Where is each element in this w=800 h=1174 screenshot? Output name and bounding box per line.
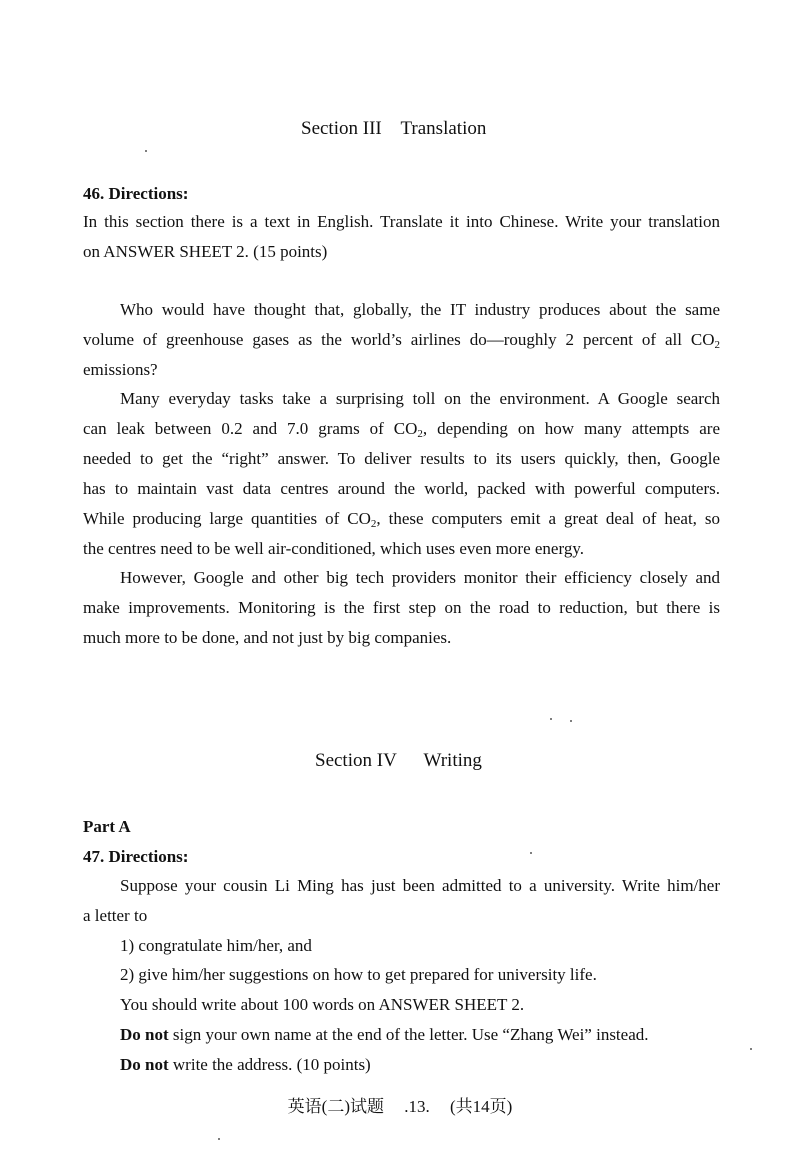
passage-p3-line-2: make improvements. Monitoring is the first step on the road to reduction, but there is [83, 598, 720, 617]
question-47-directions-heading [83, 846, 188, 869]
question-46-directions-line-1: In this section there is a text in English. Translate it into Chinese. Write your translation [83, 212, 720, 231]
scan-speck [550, 718, 552, 720]
co2-subscript: 2 [370, 518, 377, 530]
question-47-line-1: Suppose your cousin Li Ming has just been admitted to a university. Write him/her [120, 876, 720, 895]
question-46-directions-line-2: on ANSWER SHEET 2. (15 points) [83, 242, 328, 261]
question-47-line-2: a letter to [83, 906, 148, 925]
co2-subscript: 2 [417, 428, 423, 440]
co2-subscript: 2 [714, 339, 720, 351]
passage-p1-line-2: volume of greenhouse gases as the world’s airlines do—roughly 2 percent of all $CO_2$ [83, 330, 720, 351]
section-4-name: Writing [423, 750, 482, 771]
scan-speck [145, 150, 147, 152]
question-46-directions-label: Directions [108, 184, 183, 203]
scan-speck [750, 1048, 752, 1050]
scan-speck [530, 852, 532, 854]
passage-p2-line-1: Many everyday tasks take a surprising toll on the environment. A Google search [120, 389, 720, 408]
section-3-label: Section III [301, 118, 382, 139]
question-47-item-2: 2) give him/her suggestions on how to get prepared for university life. [120, 965, 597, 984]
passage-p2-line-6: the centres need to be well air-conditioned, which uses even more energy. [83, 539, 584, 558]
question-46-directions-colon: : [182, 187, 189, 203]
footer-subject: 英语(二)试题 [287, 1097, 384, 1116]
question-47-name-instruction: Do not sign your own name at the end of the letter. Use “Zhang Wei” instead. [120, 1025, 649, 1044]
passage-p3-line-1: However, Google and other big tech providers monitor their efficiency closely and [120, 568, 720, 587]
section-3-name: Translation [400, 118, 487, 139]
passage-p2-line-4: has to maintain vast data centres around the world, packed with powerful computers. [83, 479, 720, 498]
question-47-directions-colon: : [182, 850, 189, 866]
passage-p1-line-1: Who would have thought that, globally, the IT industry produces about the same [120, 300, 720, 319]
passage-p2-line-5: While producing large quantities of $CO_2$, these computers emit a great deal of heat, so [83, 509, 720, 530]
question-46-directions-heading [83, 183, 188, 206]
passage-p1-line-3: emissions? [83, 360, 158, 379]
footer-total-pages: (共14页) [450, 1097, 513, 1116]
footer-page-number: .13. [404, 1097, 430, 1116]
page-footer [0, 1092, 800, 1117]
scan-speck [570, 720, 572, 722]
part-a-heading: Part A [83, 817, 131, 836]
scan-speck [218, 1138, 220, 1140]
question-47-number: 47. [83, 847, 105, 866]
question-46-number: 46. [83, 184, 105, 203]
passage-p2-line-3: needed to get the “right” answer. To deliver results to its users quickly, then, Google [83, 449, 720, 468]
section-3-heading [301, 118, 486, 140]
passage-p3-line-3: much more to be done, and not just by big companies. [83, 628, 452, 647]
section-4-heading [315, 750, 482, 772]
question-47-item-1: 1) congratulate him/her, and [120, 936, 312, 955]
question-47-directions-label: Directions [108, 847, 183, 866]
section-4-label: Section IV [315, 750, 397, 771]
passage-p2-line-2: can leak between 0.2 and 7.0 grams of $CO_2$, depending on how many attempts are [83, 419, 720, 440]
question-47-address-instruction: Do not write the address. (10 points) [120, 1055, 371, 1074]
question-47-word-count: You should write about 100 words on ANSWER SHEET 2. [120, 995, 525, 1014]
